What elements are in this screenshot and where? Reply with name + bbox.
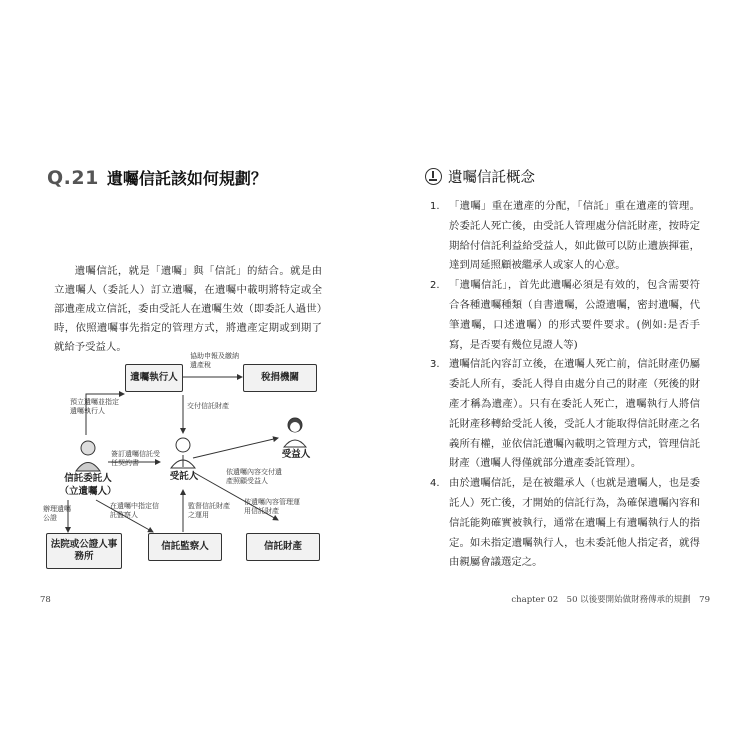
tax-authority-box: 稅捐機關 [243, 364, 317, 392]
list-item-number: 1. [430, 201, 440, 212]
list-item-text: 「遺囑信託」，首先此遺囑必須是有效的，包含需要符合各種遺囑種類（自書遺囑，公證遺囑，密封遺囑，代筆遺囑，口述遺囑）的形式要件要求。(例如:是否手寫，是否要有幾位見證人等) [449, 279, 700, 351]
court-notary-box: 法院或公證人事務所 [46, 533, 122, 569]
trust-diagram [38, 350, 338, 580]
section-title [425, 166, 535, 187]
label-tax: 協助申報及繳納遺產稅 [190, 352, 239, 369]
label-notary: 辦理遺囑公證 [43, 505, 71, 522]
list-item [430, 276, 700, 355]
executor-box: 遺囑執行人 [125, 364, 183, 392]
notice-icon [425, 168, 442, 185]
page-number-left: 78 [40, 595, 51, 605]
list-item-text: 「遺囑」重在遺產的分配，「信託」重在遺產的管理。於委託人死亡後，由受託人管理處分信託財產，按時定期給付信託利益給受益人，如此做可以防止遺族揮霍，達到周延照顧被繼承人或家人的心意。 [449, 200, 700, 272]
list-item-number: 2. [430, 280, 440, 292]
question-number: Q.21 [47, 167, 99, 189]
label-sign: 簽訂遺囑信託受任契約書 [111, 450, 160, 467]
concept-list [430, 197, 700, 573]
list-item-number: 4. [430, 478, 440, 490]
list-item-text: 遺囑信託內容訂立後，在遺囑人死亡前，信託財產仍屬委託人所有，委託人得自由處分自己的財產（死後的財產才稱為遺產）。只有在委託人死亡，遺囑執行人將信託財產移轉給受託人後，受託人才能取得信託財產之名義所有權，並依信託遺囑內載明之管理方式，管理信託財產（遺囑人得僅就部分遺產委託管理）。 [449, 358, 700, 470]
label-pre: 預立遺囑並指定遺囑執行人 [70, 398, 119, 415]
list-item [430, 197, 700, 276]
settlor-label: 信託委託人（立遺囑人） [59, 473, 117, 497]
trustee-label: 受託人 [169, 471, 199, 482]
label-appoint: 在遺囑中指定信託監察人 [110, 502, 159, 519]
beneficiary-icon [284, 418, 306, 447]
question-title [47, 166, 267, 189]
right-page [375, 0, 750, 750]
label-hand: 交付信託財產 [187, 402, 229, 410]
trust-property-box: 信託財產 [246, 533, 320, 561]
trustee-icon [171, 438, 195, 468]
label-manage: 依遺囑內容管理運用信託財產 [244, 498, 300, 515]
list-item-number: 3. [430, 359, 440, 371]
beneficiary-label: 受益人 [281, 449, 311, 460]
supervisor-box: 信託監察人 [148, 533, 222, 561]
section-heading: 遺囑信託概念 [448, 170, 535, 186]
label-monitor: 監督信託財產之運用 [188, 502, 230, 519]
settlor-icon [76, 441, 100, 471]
intro-paragraph [54, 262, 322, 357]
running-footer: chapter 02 50 以後要開始做財務傳承的規劃 79 [511, 595, 710, 605]
question-heading: 遺囑信託該如何規劃？ [106, 169, 267, 188]
list-item [430, 355, 700, 474]
intro-text: 遺囑信託，就是「遺囑」與「信託」的結合。就是由立遺囑人（委託人）訂立遺囑，在遺囑中載明將特定或全部遺產成立信託，委由受託人在遺囑生效（即委託人過世）時，依照遺囑事先指定的管理方式，將遺產定期或到期了就給予受益人。 [54, 265, 322, 353]
label-deliver: 依遺囑內容交付遺產照顧受益人 [226, 468, 282, 485]
list-item-text: 由於遺囑信託，是在被繼承人（也就是遺囑人，也是委託人）死亡後，才開始的信託行為，為確保遺囑內容和信託能夠確實被執行，通常在遺囑上有遺囑執行人的指定。如未指定遺囑執行人，也未委託他人指定者，就得由親屬會議選定之。 [449, 477, 700, 569]
list-item [430, 474, 700, 573]
